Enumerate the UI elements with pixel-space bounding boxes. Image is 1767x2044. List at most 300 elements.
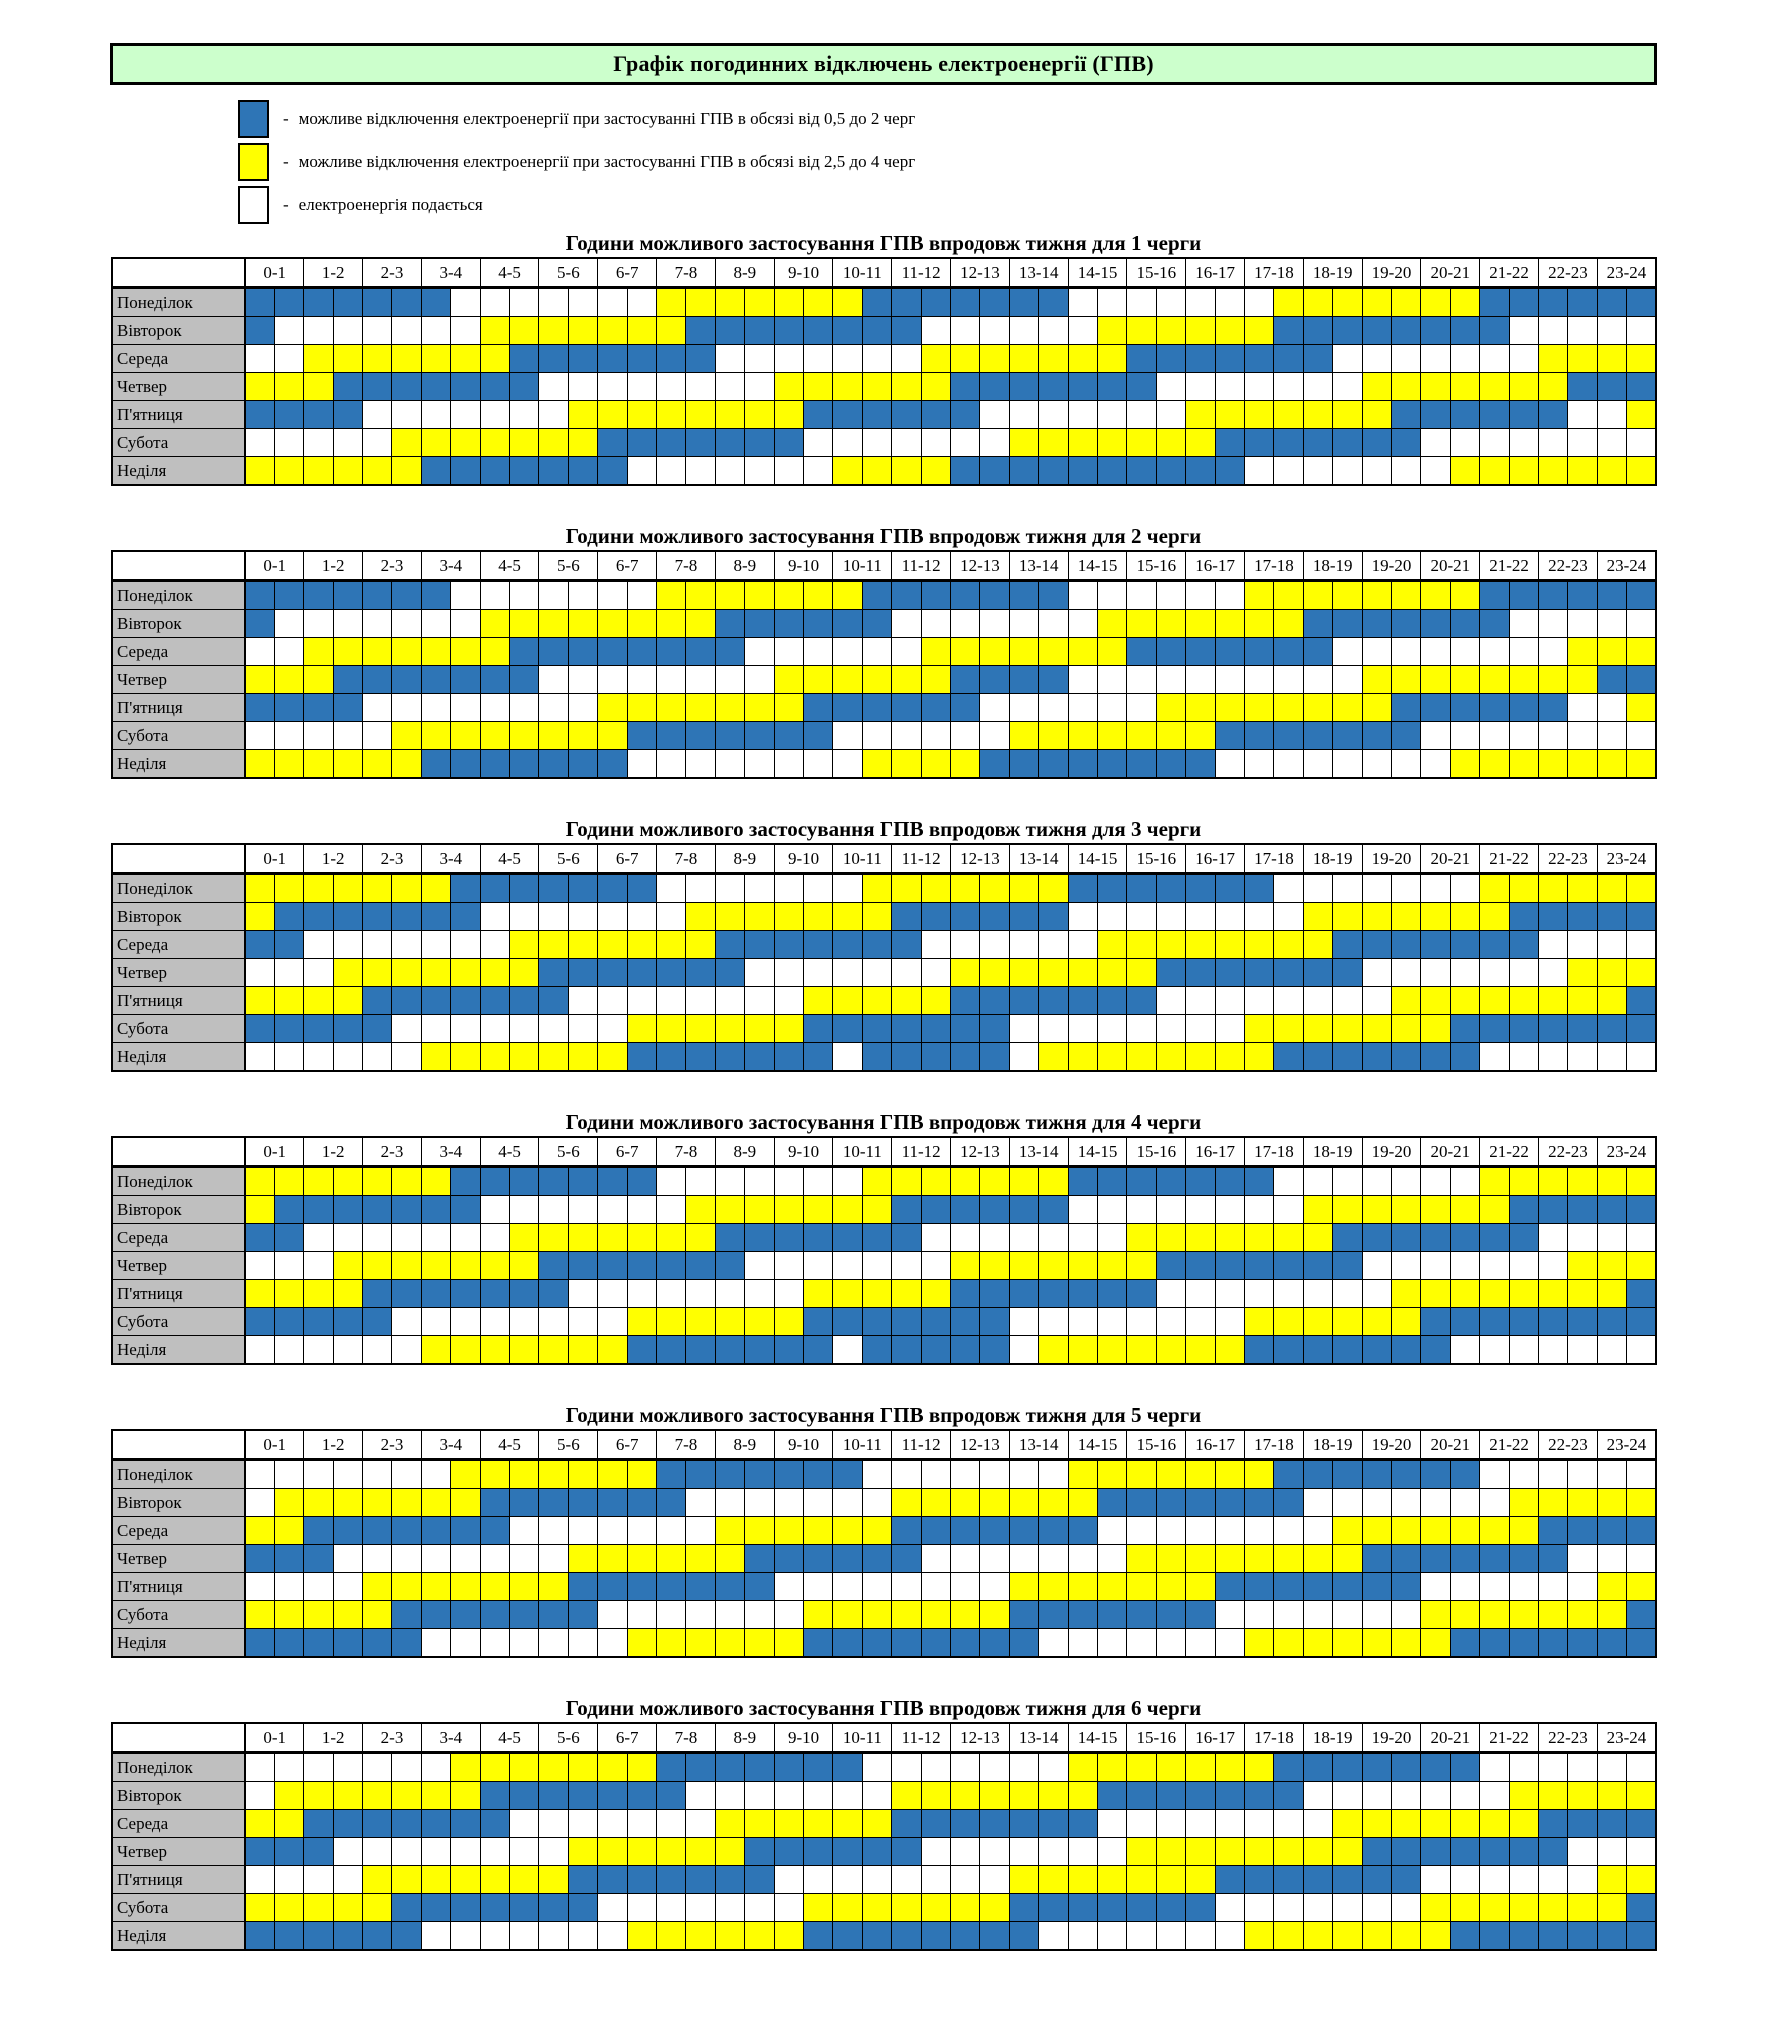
schedule-cell: [1509, 1460, 1538, 1489]
schedule-cell: [510, 987, 539, 1015]
schedule-cell: [363, 457, 392, 486]
schedule-section-4: [111, 1110, 1656, 1365]
schedule-cell: [1068, 1224, 1097, 1252]
schedule-cell: [1597, 1545, 1626, 1573]
hour-header: 0-1: [245, 844, 304, 874]
day-label: Четвер: [112, 373, 245, 401]
hour-header: 22-23: [1539, 258, 1598, 288]
schedule-cell: [1039, 401, 1068, 429]
schedule-cell: [804, 1866, 833, 1894]
schedule-cell: [1098, 638, 1127, 666]
schedule-cell: [980, 1838, 1009, 1866]
table-title: Години можливого застосування ГПВ впродовж тижня для 4 черги: [565, 1110, 1202, 1134]
schedule-cell: [451, 1545, 480, 1573]
schedule-cell: [833, 1043, 862, 1072]
schedule-cell: [1450, 1043, 1479, 1072]
schedule-cell: [539, 457, 568, 486]
schedule-cell: [421, 401, 450, 429]
schedule-cell: [451, 1336, 480, 1365]
schedule-cell: [1362, 1517, 1391, 1545]
schedule-cell: [833, 1196, 862, 1224]
schedule-cell: [627, 1573, 656, 1601]
schedule-cell: [745, 1252, 774, 1280]
schedule-cell: [774, 1043, 803, 1072]
schedule-cell: [245, 1252, 274, 1280]
schedule-cell: [1186, 874, 1215, 903]
schedule-cell: [1156, 401, 1185, 429]
schedule-cell: [1156, 1167, 1185, 1196]
schedule-cell: [539, 987, 568, 1015]
schedule-cell: [1274, 1196, 1303, 1224]
schedule-cell: [774, 373, 803, 401]
schedule-cell: [1098, 457, 1127, 486]
legend-dash: -: [283, 109, 289, 128]
schedule-cell: [1274, 1629, 1303, 1658]
schedule-cell: [333, 1866, 362, 1894]
schedule-cell: [1597, 457, 1626, 486]
schedule-cell: [1627, 1224, 1656, 1252]
schedule-cell: [598, 401, 627, 429]
schedule-cell: [1597, 1810, 1626, 1838]
schedule-cell: [1568, 1280, 1597, 1308]
schedule-cell: [1186, 1015, 1215, 1043]
hour-header: 0-1: [245, 551, 304, 581]
schedule-cell: [304, 1252, 333, 1280]
schedule-cell: [510, 903, 539, 931]
schedule-cell: [951, 750, 980, 779]
schedule-cell: [392, 1573, 421, 1601]
schedule-cell: [774, 638, 803, 666]
day-label: Неділя: [112, 1336, 245, 1365]
schedule-cell: [1392, 1753, 1421, 1782]
schedule-cell: [598, 1753, 627, 1782]
schedule-cell: [1156, 1196, 1185, 1224]
schedule-cell: [1009, 1894, 1038, 1922]
schedule-cell: [1127, 1224, 1156, 1252]
schedule-cell: [451, 874, 480, 903]
schedule-cell: [480, 1753, 509, 1782]
schedule-cell: [1274, 373, 1303, 401]
schedule-cell: [774, 1894, 803, 1922]
schedule-cell: [598, 666, 627, 694]
hour-header: 8-9: [715, 1723, 774, 1753]
schedule-cell: [627, 1489, 656, 1517]
schedule-cell: [1333, 288, 1362, 317]
schedule-cell: [1539, 1517, 1568, 1545]
schedule-cell: [1156, 1782, 1185, 1810]
schedule-cell: [921, 1545, 950, 1573]
schedule-cell: [686, 1753, 715, 1782]
schedule-cell: [1480, 1573, 1509, 1601]
schedule-cell: [1127, 1280, 1156, 1308]
hour-header: 13-14: [1009, 1723, 1068, 1753]
schedule-cell: [1156, 1015, 1185, 1043]
hour-header: 4-5: [480, 1723, 539, 1753]
schedule-cell: [774, 457, 803, 486]
schedule-cell: [274, 317, 303, 345]
schedule-cell: [1068, 1043, 1097, 1072]
schedule-cell: [1568, 959, 1597, 987]
schedule-cell: [568, 959, 597, 987]
legend-label: можливе відключення електроенергії при застосуванні ГПВ в обсязі від 2,5 до 4 черг: [298, 152, 916, 171]
schedule-cell: [392, 1043, 421, 1072]
hour-header: 9-10: [774, 551, 833, 581]
schedule-cell: [1539, 1043, 1568, 1072]
schedule-cell: [510, 1280, 539, 1308]
hour-header: 11-12: [892, 551, 951, 581]
schedule-cell: [1274, 1280, 1303, 1308]
schedule-cell: [715, 1517, 744, 1545]
schedule-cell: [1186, 1489, 1215, 1517]
schedule-cell: [862, 1838, 891, 1866]
schedule-cell: [274, 874, 303, 903]
schedule-cell: [1421, 288, 1450, 317]
schedule-cell: [1450, 1838, 1479, 1866]
schedule-cell: [804, 1922, 833, 1951]
schedule-cell: [1509, 610, 1538, 638]
schedule-cell: [1627, 1280, 1656, 1308]
schedule-cell: [363, 345, 392, 373]
schedule-cell: [1597, 1043, 1626, 1072]
schedule-cell: [774, 722, 803, 750]
schedule-cell: [1333, 874, 1362, 903]
schedule-cell: [392, 1922, 421, 1951]
day-label: Вівторок: [112, 317, 245, 345]
schedule-cell: [745, 401, 774, 429]
schedule-cell: [1039, 1043, 1068, 1072]
schedule-cell: [1274, 1460, 1303, 1489]
schedule-cell: [1274, 750, 1303, 779]
hour-header: 5-6: [539, 1430, 598, 1460]
schedule-cell: [1333, 1922, 1362, 1951]
schedule-cell: [745, 317, 774, 345]
schedule-cell: [304, 1545, 333, 1573]
schedule-cell: [274, 931, 303, 959]
schedule-cell: [951, 345, 980, 373]
schedule-cell: [715, 694, 744, 722]
schedule-cell: [333, 987, 362, 1015]
schedule-cell: [627, 373, 656, 401]
schedule-cell: [1068, 1545, 1097, 1573]
schedule-cell: [274, 457, 303, 486]
schedule-cell: [1303, 1043, 1332, 1072]
schedule-cell: [1450, 1517, 1479, 1545]
schedule-cell: [1186, 1308, 1215, 1336]
schedule-cell: [1450, 1280, 1479, 1308]
schedule-cell: [1303, 1015, 1332, 1043]
hour-header: 21-22: [1480, 258, 1539, 288]
schedule-cell: [1362, 1753, 1391, 1782]
table-row: [112, 1167, 1656, 1196]
schedule-cell: [274, 1545, 303, 1573]
schedule-cell: [1539, 1894, 1568, 1922]
schedule-cell: [1421, 1252, 1450, 1280]
schedule-cell: [451, 317, 480, 345]
schedule-cell: [1068, 1460, 1097, 1489]
schedule-cell: [745, 1782, 774, 1810]
schedule-cell: [1450, 581, 1479, 610]
schedule-cell: [392, 1753, 421, 1782]
schedule-cell: [980, 581, 1009, 610]
schedule-cell: [363, 638, 392, 666]
schedule-cell: [1303, 1922, 1332, 1951]
schedule-cell: [657, 1753, 686, 1782]
schedule-cell: [1039, 1894, 1068, 1922]
schedule-cell: [1597, 903, 1626, 931]
hour-header: 19-20: [1362, 1137, 1421, 1167]
schedule-cell: [657, 401, 686, 429]
schedule-cell: [1539, 1545, 1568, 1573]
schedule-cell: [1450, 1866, 1479, 1894]
schedule-cell: [1597, 1573, 1626, 1601]
schedule-cell: [304, 373, 333, 401]
schedule-cell: [745, 1810, 774, 1838]
schedule-cell: [1303, 1252, 1332, 1280]
schedule-cell: [1333, 1308, 1362, 1336]
schedule-cell: [392, 1782, 421, 1810]
schedule-cell: [1480, 429, 1509, 457]
schedule-cell: [1392, 345, 1421, 373]
schedule-cell: [245, 288, 274, 317]
schedule-cell: [627, 903, 656, 931]
schedule-cell: [1333, 373, 1362, 401]
schedule-cell: [804, 317, 833, 345]
day-label: Субота: [112, 429, 245, 457]
schedule-cell: [627, 1866, 656, 1894]
schedule-cell: [1127, 1866, 1156, 1894]
schedule-cell: [1450, 1782, 1479, 1810]
schedule-cell: [1156, 959, 1185, 987]
table-title: Години можливого застосування ГПВ впродовж тижня для 5 черги: [565, 1403, 1202, 1427]
schedule-cell: [510, 1629, 539, 1658]
hour-header: 15-16: [1127, 1723, 1186, 1753]
schedule-cell: [363, 1252, 392, 1280]
schedule-cell: [833, 874, 862, 903]
schedule-cell: [392, 1196, 421, 1224]
hour-header: 17-18: [1245, 1137, 1304, 1167]
schedule-cell: [245, 1866, 274, 1894]
schedule-cell: [1215, 1782, 1244, 1810]
schedule-cell: [686, 959, 715, 987]
schedule-cell: [921, 345, 950, 373]
table-row: [112, 1866, 1656, 1894]
schedule-cell: [745, 373, 774, 401]
schedule-cell: [568, 1810, 597, 1838]
schedule-cell: [568, 1308, 597, 1336]
schedule-cell: [1480, 1015, 1509, 1043]
schedule-cell: [1039, 1866, 1068, 1894]
hour-header: 16-17: [1186, 551, 1245, 581]
schedule-cell: [1627, 874, 1656, 903]
schedule-cell: [1009, 288, 1038, 317]
schedule-cell: [686, 1280, 715, 1308]
schedule-cell: [1186, 1753, 1215, 1782]
schedule-cell: [1127, 1545, 1156, 1573]
hour-header: 7-8: [657, 1430, 716, 1460]
schedule-cell: [510, 1545, 539, 1573]
schedule-cell: [1568, 1894, 1597, 1922]
schedule-cell: [1509, 1866, 1538, 1894]
schedule-cell: [774, 694, 803, 722]
schedule-cell: [921, 959, 950, 987]
schedule-cell: [1215, 581, 1244, 610]
schedule-cell: [1333, 1252, 1362, 1280]
schedule-cell: [1627, 1782, 1656, 1810]
schedule-cell: [1509, 288, 1538, 317]
schedule-cell: [627, 345, 656, 373]
schedule-cell: [1597, 750, 1626, 779]
schedule-cell: [1156, 581, 1185, 610]
schedule-cell: [1245, 931, 1274, 959]
schedule-cell: [1009, 457, 1038, 486]
schedule-cell: [1450, 1573, 1479, 1601]
schedule-cell: [1333, 1894, 1362, 1922]
schedule-cell: [1392, 373, 1421, 401]
schedule-cell: [598, 1015, 627, 1043]
schedule-cell: [1009, 317, 1038, 345]
schedule-cell: [568, 1838, 597, 1866]
schedule-cell: [1127, 373, 1156, 401]
schedule-cell: [480, 345, 509, 373]
schedule-cell: [804, 345, 833, 373]
schedule-cell: [745, 1460, 774, 1489]
schedule-cell: [1509, 581, 1538, 610]
schedule-cell: [245, 1810, 274, 1838]
schedule-cell: [333, 1810, 362, 1838]
schedule-cell: [1421, 1866, 1450, 1894]
schedule-cell: [774, 1573, 803, 1601]
schedule-cell: [627, 638, 656, 666]
schedule-cell: [1215, 288, 1244, 317]
schedule-cell: [392, 1517, 421, 1545]
schedule-cell: [392, 317, 421, 345]
schedule-cell: [1245, 1838, 1274, 1866]
schedule-cell: [539, 1224, 568, 1252]
schedule-cell: [1068, 373, 1097, 401]
schedule-cell: [304, 429, 333, 457]
schedule-cell: [921, 288, 950, 317]
schedule-cell: [304, 750, 333, 779]
hour-header: 0-1: [245, 1723, 304, 1753]
schedule-cell: [1009, 1629, 1038, 1658]
schedule-cell: [1009, 987, 1038, 1015]
schedule-cell: [1568, 1922, 1597, 1951]
schedule-cell: [627, 959, 656, 987]
schedule-cell: [510, 1517, 539, 1545]
schedule-cell: [627, 1196, 656, 1224]
schedule-cell: [892, 694, 921, 722]
schedule-cell: [1039, 373, 1068, 401]
schedule-cell: [1362, 1545, 1391, 1573]
schedule-cell: [1009, 1838, 1038, 1866]
schedule-cell: [627, 1838, 656, 1866]
table-row: [112, 401, 1656, 429]
schedule-cell: [480, 638, 509, 666]
hour-header: 1-2: [304, 1430, 363, 1460]
schedule-cell: [1539, 903, 1568, 931]
schedule-cell: [892, 1336, 921, 1365]
schedule-cell: [686, 874, 715, 903]
schedule-cell: [1127, 987, 1156, 1015]
day-label: Середа: [112, 1810, 245, 1838]
schedule-cell: [1186, 401, 1215, 429]
schedule-cell: [1303, 1308, 1332, 1336]
schedule-cell: [686, 1196, 715, 1224]
hour-header: 8-9: [715, 1137, 774, 1167]
schedule-cell: [1039, 666, 1068, 694]
schedule-cell: [1362, 401, 1391, 429]
schedule-cell: [686, 1922, 715, 1951]
schedule-cell: [1215, 1167, 1244, 1196]
schedule-cell: [598, 1167, 627, 1196]
schedule-cell: [715, 288, 744, 317]
schedule-cell: [892, 457, 921, 486]
schedule-cell: [1156, 345, 1185, 373]
schedule-table: [111, 843, 1657, 1072]
schedule-cell: [657, 1810, 686, 1838]
schedule-cell: [1568, 1043, 1597, 1072]
schedule-cell: [539, 1196, 568, 1224]
schedule-cell: [1098, 1866, 1127, 1894]
schedule-cell: [1303, 1167, 1332, 1196]
day-label: Неділя: [112, 1922, 245, 1951]
schedule-cell: [862, 1015, 891, 1043]
schedule-cell: [1156, 1489, 1185, 1517]
schedule-cell: [1333, 1015, 1362, 1043]
schedule-cell: [274, 1753, 303, 1782]
hour-header: 7-8: [657, 844, 716, 874]
schedule-cell: [1627, 1922, 1656, 1951]
schedule-cell: [1333, 694, 1362, 722]
schedule-cell: [1450, 401, 1479, 429]
schedule-cell: [1362, 1629, 1391, 1658]
schedule-cell: [510, 931, 539, 959]
schedule-cell: [392, 750, 421, 779]
schedule-cell: [1009, 1043, 1038, 1072]
schedule-cell: [539, 1460, 568, 1489]
schedule-cell: [1009, 1782, 1038, 1810]
schedule-cell: [833, 1308, 862, 1336]
schedule-cell: [980, 1015, 1009, 1043]
schedule-cell: [333, 638, 362, 666]
schedule-cell: [1509, 694, 1538, 722]
schedule-cell: [510, 1782, 539, 1810]
schedule-cell: [1274, 610, 1303, 638]
schedule-cell: [686, 722, 715, 750]
schedule-cell: [1156, 1224, 1185, 1252]
hour-header: 6-7: [598, 1723, 657, 1753]
schedule-cell: [1009, 1224, 1038, 1252]
schedule-cell: [1156, 610, 1185, 638]
schedule-cell: [1039, 931, 1068, 959]
hour-header: 12-13: [951, 1723, 1010, 1753]
schedule-section-2: [111, 524, 1656, 779]
day-label: Неділя: [112, 750, 245, 779]
schedule-cell: [745, 959, 774, 987]
schedule-cell: [363, 1489, 392, 1517]
schedule-cell: [1303, 1629, 1332, 1658]
schedule-cell: [1009, 722, 1038, 750]
schedule-cell: [568, 1167, 597, 1196]
schedule-cell: [1156, 1336, 1185, 1365]
schedule-cell: [1274, 429, 1303, 457]
schedule-cell: [421, 457, 450, 486]
schedule-cell: [363, 1167, 392, 1196]
schedule-cell: [921, 666, 950, 694]
schedule-cell: [1245, 750, 1274, 779]
schedule-cell: [1098, 1573, 1127, 1601]
schedule-cell: [1068, 638, 1097, 666]
